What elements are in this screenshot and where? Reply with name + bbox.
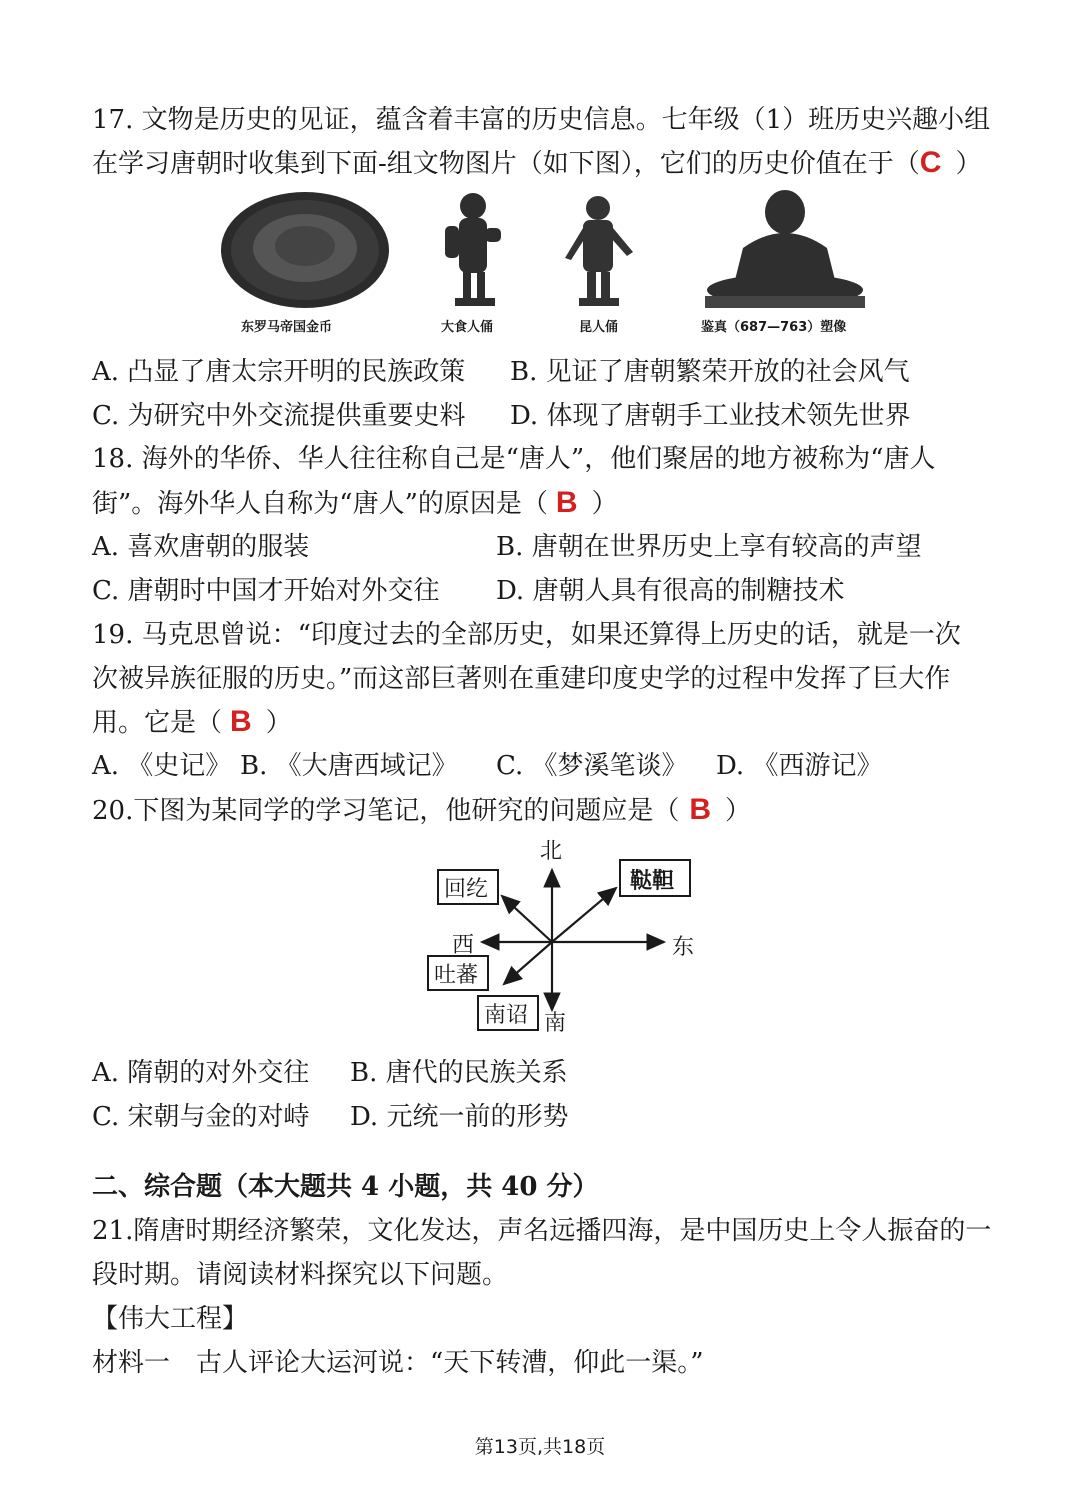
kunlun-figurine-image	[565, 196, 633, 306]
q19-stem: 用。它是（	[92, 708, 223, 738]
q21-material1: 材料一 古人评论大运河说：“天下转漕，仰此一渠。”	[92, 1348, 704, 1378]
arab-figurine-image	[445, 193, 501, 306]
roman-coin-image	[221, 192, 389, 308]
q19-answer: B	[230, 705, 252, 738]
q19-option-a: A. 《史记》	[92, 751, 232, 781]
q17-option-b: B. 见证了唐朝繁荣开放的社会风气	[510, 357, 910, 387]
arrow-southwest	[504, 942, 552, 984]
caption-arab-figurine: 大食人俑	[441, 320, 494, 335]
q19-option-b: B. 《大唐西域记》	[240, 751, 458, 781]
q17-line1: 17. 文物是历史的见证，蕴含着丰富的历史信息。七年级（1）班历史兴趣小组	[92, 105, 991, 135]
q21-subheading: 【伟大工程】	[92, 1304, 249, 1334]
q18-line1: 18. 海外的华侨、华人往往称自己是“唐人”，他们聚居的地方被称为“唐人	[92, 444, 936, 474]
q19-line1: 19. 马克思曾说：“印度过去的全部历史，如果还算得上历史的话，就是一次	[92, 620, 961, 650]
q20-answer: B	[689, 793, 712, 826]
q18-option-c: C. 唐朝时中国才开始对外交往	[92, 576, 440, 606]
q19-close: ）	[265, 708, 292, 738]
caption-kunlun-figurine: 昆人俑	[579, 320, 619, 335]
q18-option-b: B. 唐朝在世界历史上享有较高的声望	[496, 532, 922, 562]
q18-option-a: A. 喜欢唐朝的服装	[92, 532, 310, 562]
q18-answer: B	[555, 486, 578, 519]
caption-jianzhen-statue: 鉴真（687—763）塑像	[701, 320, 847, 335]
q20-option-b: B. 唐代的民族关系	[350, 1058, 568, 1088]
artifact-images	[215, 188, 885, 338]
q18-line2	[92, 483, 618, 524]
label-east: 东	[672, 935, 695, 960]
box-label-huihe: 回纥	[444, 877, 489, 902]
artifact-photos	[215, 188, 885, 313]
q17-close: ）	[955, 149, 982, 179]
q21-line2: 段时期。请阅读材料探究以下问题。	[92, 1260, 509, 1290]
q17-option-d: D. 体现了唐朝手工业技术领先世界	[510, 401, 911, 431]
q19-line3	[92, 702, 292, 743]
caption-coin: 东罗马帝国金币	[241, 320, 333, 335]
q19-line2: 次被异族征服的历史。”而这部巨著则在重建印度史学的过程中发挥了巨大作	[92, 664, 951, 694]
q17-answer: C	[919, 146, 942, 179]
label-south: 南	[544, 1011, 567, 1036]
q18-option-d: D. 唐朝人具有很高的制糖技术	[496, 576, 845, 606]
q18-stem: 街”。海外华人自称为“唐人”的原因是（	[92, 489, 548, 519]
q20-stem: 20.下图为某同学的学习笔记，他研究的问题应是（	[92, 796, 680, 826]
q17-line2	[92, 143, 981, 184]
q17-option-a: A. 凸显了唐太宗开明的民族政策	[92, 357, 466, 387]
q19-option-d: D. 《西游记》	[716, 751, 883, 781]
label-north: 北	[540, 839, 563, 864]
q18-close: ）	[591, 489, 618, 519]
q17-stem: 在学习唐朝时收集到下面-组文物图片（如下图），它们的历史价值在于（	[92, 149, 920, 179]
direction-diagram	[420, 832, 710, 1037]
arrow-northeast	[552, 888, 616, 942]
q17-option-c: C. 为研究中外交流提供重要史料	[92, 401, 466, 431]
q20-option-a: A. 隋朝的对外交往	[92, 1058, 310, 1088]
box-label-dada: 鞑靼	[630, 868, 675, 894]
page-number: 第13页,共18页	[474, 1436, 606, 1458]
jianzhen-statue-image	[705, 190, 865, 308]
box-label-tubo: 吐蕃	[434, 963, 479, 988]
q20-line1	[92, 790, 751, 831]
label-west: 西	[452, 933, 475, 958]
q19-option-c: C. 《梦溪笔谈》	[496, 751, 688, 781]
q20-option-d: D. 元统一前的形势	[350, 1102, 569, 1132]
q21-line1: 21.隋唐时期经济繁荣，文化发达，声名远播四海，是中国历史上令人振奋的一	[92, 1216, 992, 1246]
q20-close: ）	[725, 796, 752, 826]
box-label-nanzhao: 南诏	[484, 1003, 529, 1028]
q20-option-c: C. 宋朝与金的对峙	[92, 1102, 310, 1132]
section2-heading: 二、综合题（本大题共 4 小题，共 40 分）	[92, 1172, 599, 1202]
arrow-northwest	[502, 896, 552, 942]
